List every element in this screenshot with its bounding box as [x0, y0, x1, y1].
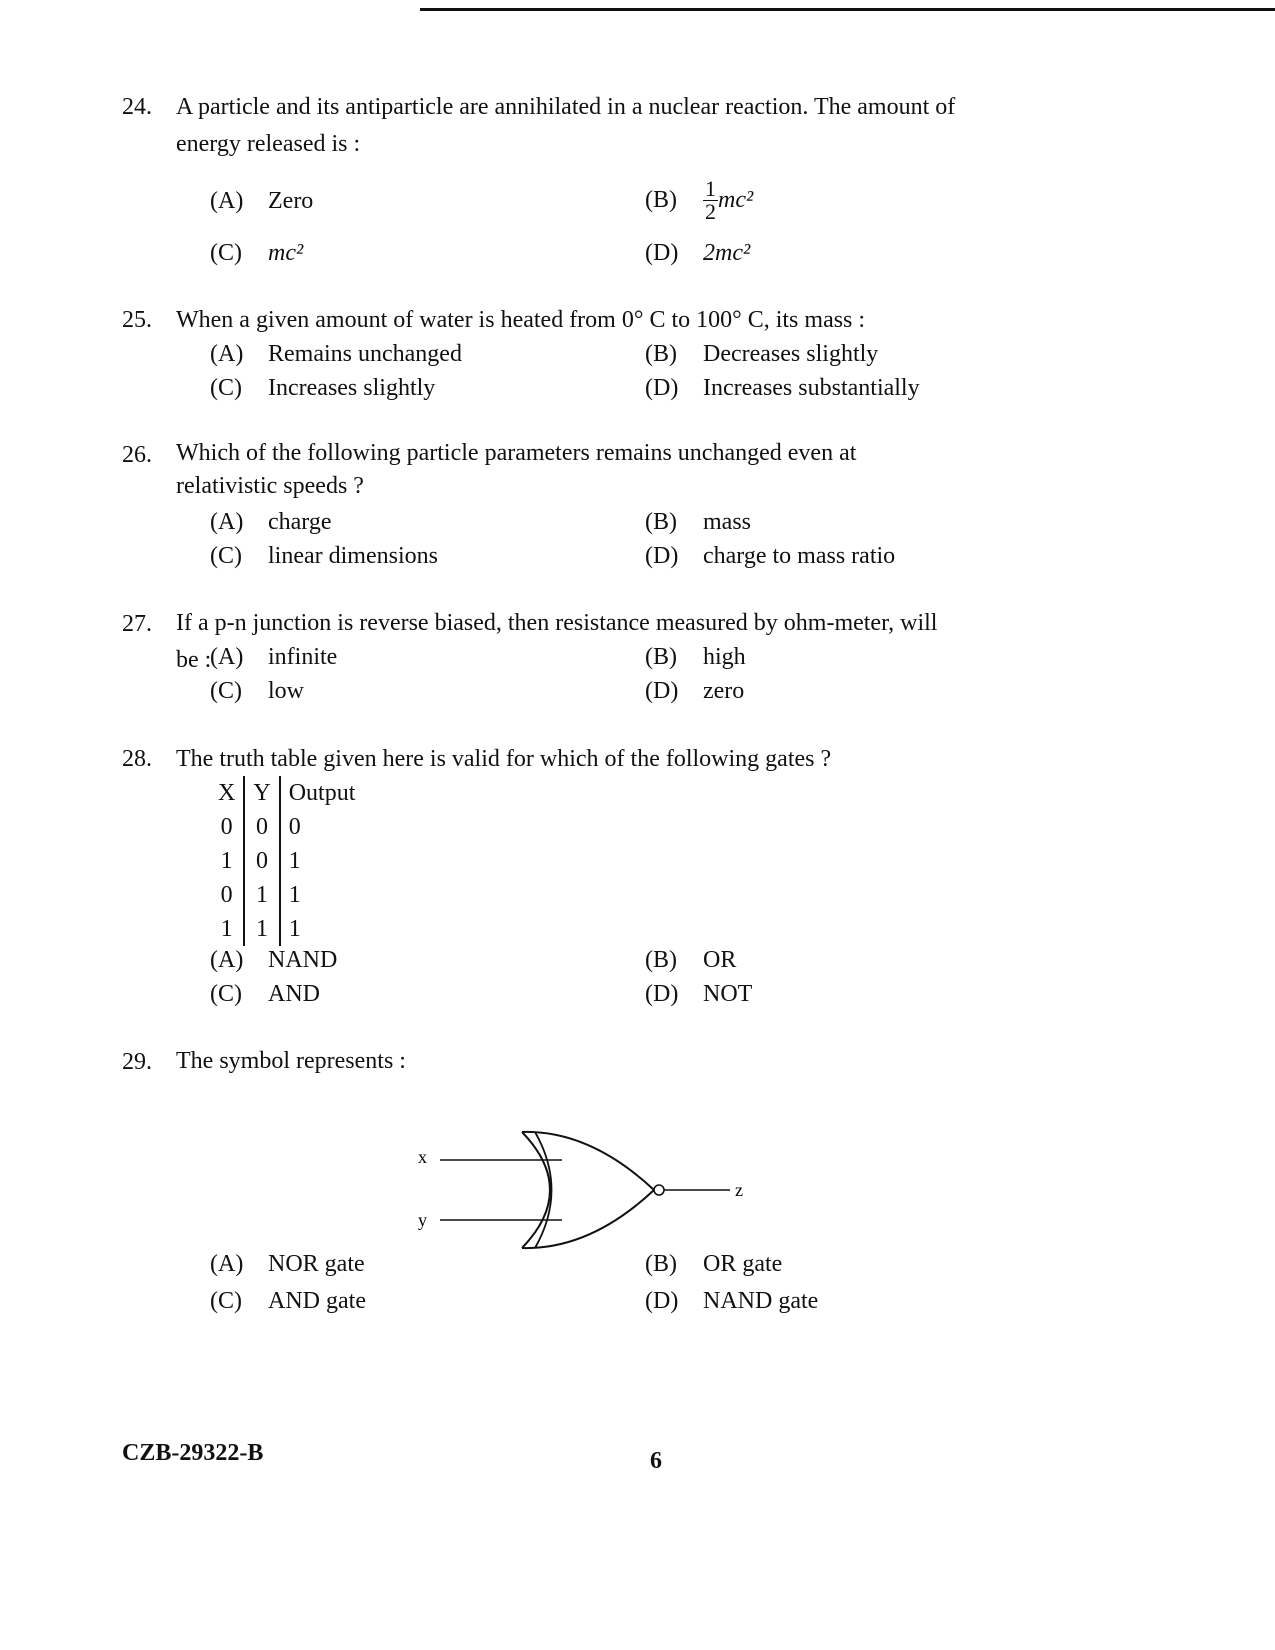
table-header-row	[210, 776, 363, 810]
fraction: $\frac{1}{2}$	[705, 176, 716, 224]
question-number: 25.	[122, 307, 152, 333]
table-cell: 1	[244, 912, 279, 946]
table-row	[210, 810, 363, 844]
table-cell: 1	[220, 847, 233, 874]
table-cell: 1	[244, 878, 279, 912]
option-c: (C) Increases slightly	[210, 375, 436, 401]
question-number: 24.	[122, 94, 152, 120]
option-a: (A) charge	[210, 509, 332, 535]
option-c: (C) AND gate	[210, 1288, 366, 1314]
table-cell: 1	[280, 878, 364, 912]
option-a: (A) NOR gate	[210, 1251, 365, 1277]
question-text: The symbol represents :	[176, 1048, 406, 1074]
option-c: (C) mc²	[210, 240, 304, 266]
question-number: 27.	[122, 611, 152, 637]
gate-input-curve	[522, 1132, 550, 1248]
option-b: (B) Decreases slightly	[645, 341, 879, 367]
option-c: (C) AND	[210, 981, 320, 1007]
table-cell: 0	[244, 810, 279, 844]
option-b: (B) OR	[645, 947, 737, 973]
option-c: (C) linear dimensions	[210, 543, 438, 569]
option-d: (D) charge to mass ratio	[645, 543, 896, 569]
table-header: X	[218, 779, 236, 806]
option-b: (B) high	[645, 644, 746, 670]
paper-code: CZB-29322-B	[122, 1440, 264, 1466]
question-text: When a given amount of water is heated from 0° C to 100° C, its mass :	[176, 307, 866, 333]
option-a: (A) Zero	[210, 188, 314, 214]
option-a: (A) infinite	[210, 644, 338, 670]
input-y-label: y	[418, 1210, 427, 1230]
table-cell: 1	[220, 915, 233, 942]
question-number: 29.	[122, 1049, 152, 1075]
option-a: (A) Remains unchanged	[210, 341, 462, 367]
gate-bottom-curve	[522, 1190, 654, 1248]
question-number: 26.	[122, 442, 152, 468]
output-z-label: z	[735, 1180, 743, 1200]
truth-table	[210, 776, 363, 946]
option-d: (D) Increases substantially	[645, 375, 920, 401]
table-cell: 1	[280, 844, 364, 878]
table-cell: 0	[280, 810, 364, 844]
table-header: Output	[280, 776, 364, 810]
question-text: The truth table given here is valid for which of the following gates ?	[176, 746, 832, 772]
nor-gate-diagram	[418, 1130, 770, 1270]
table-row	[210, 912, 363, 946]
option-c: (C) low	[210, 678, 304, 704]
table-header: Y	[244, 776, 279, 810]
table-row	[210, 878, 363, 912]
option-d: (D) zero	[645, 678, 745, 704]
top-rule	[420, 8, 1275, 11]
inversion-bubble	[654, 1185, 664, 1195]
table-row	[210, 844, 363, 878]
option-d: (D) NOT	[645, 981, 753, 1007]
option-d: (D) NAND gate	[645, 1288, 819, 1314]
question-number: 28.	[122, 746, 152, 772]
option-b: (B) $\frac{1}{2}$ mc²	[645, 176, 754, 224]
question-text: A particle and its antiparticle are annihilated in a nuclear reaction. The amount of energy released is :	[176, 94, 956, 157]
table-cell: 1	[280, 912, 364, 946]
input-x-label: x	[418, 1147, 427, 1167]
table-cell: 0	[220, 813, 233, 840]
page-number: 6	[650, 1448, 662, 1474]
option-b: (B) OR gate	[645, 1251, 783, 1277]
table-cell: 0	[244, 844, 279, 878]
option-a: (A) NAND	[210, 947, 338, 973]
option-d: (D) 2mc²	[645, 240, 751, 266]
question-text: If a p-n junction is reverse biased, then resistance measured by ohm-meter, will be :	[176, 610, 938, 673]
gate-top-curve	[522, 1132, 654, 1190]
table-cell: 0	[220, 881, 233, 908]
option-b: (B) mass	[645, 509, 751, 535]
question-text: Which of the following particle parameters remains unchanged even at relativistic speeds ?	[176, 440, 857, 499]
